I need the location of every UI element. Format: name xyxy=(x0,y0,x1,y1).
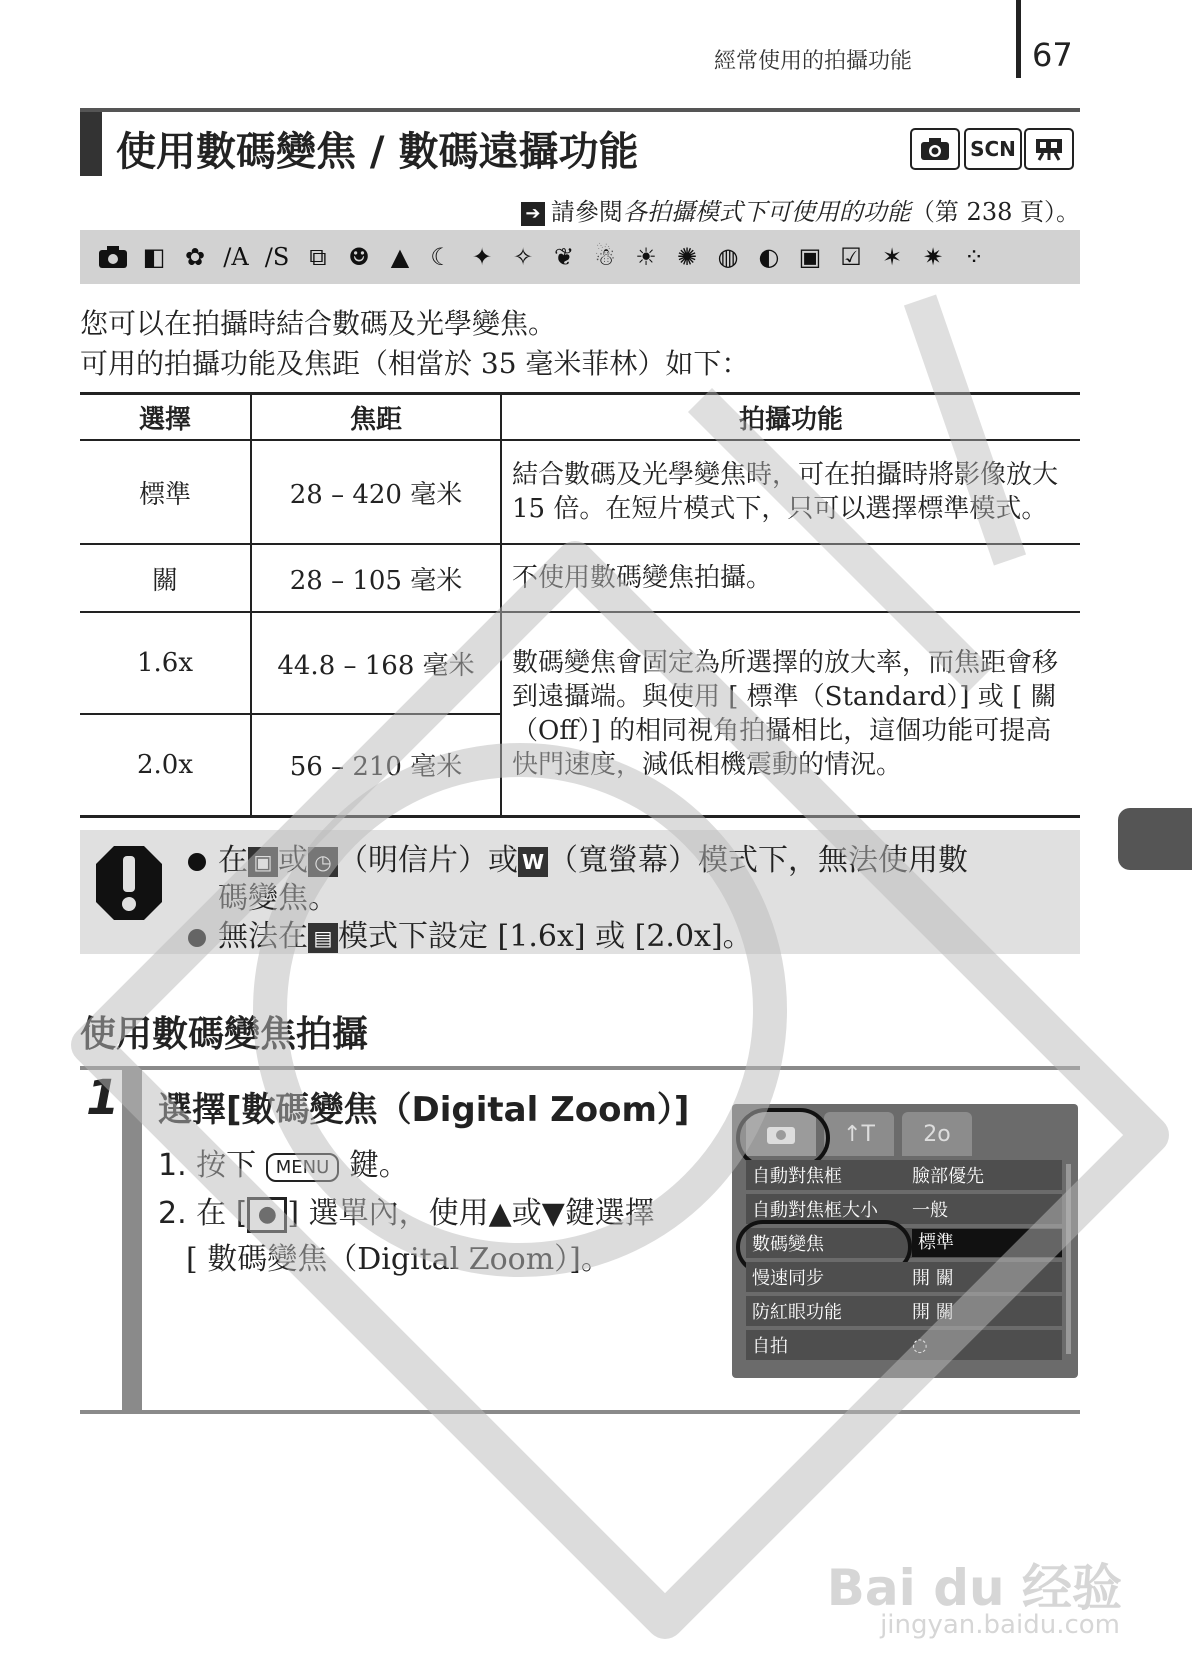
cell-option: 關 xyxy=(80,544,251,612)
kids-pets-icon: ✦ xyxy=(471,243,493,271)
caution-bullet-2 xyxy=(188,918,1048,956)
postcard-icon: ▣ xyxy=(248,847,278,877)
bullet-icon xyxy=(188,853,206,871)
section-title: 使用數碼變焦 / 數碼遠攝功能 xyxy=(116,129,639,175)
underwater-icon: ◐ xyxy=(758,243,780,271)
caution-text: 或 xyxy=(278,843,308,878)
subsection-title: 使用數碼變焦拍攝 xyxy=(80,1014,369,1055)
reference-suffix: （第 238 頁）。 xyxy=(910,198,1080,226)
cell-option: 1.6x xyxy=(80,612,251,714)
auto-mode-icon xyxy=(96,240,130,274)
color-swap-2-icon: ✷ xyxy=(922,243,944,271)
postcard-icon: ▣ xyxy=(798,243,822,271)
instruction-text: 鍵選擇 xyxy=(564,1196,655,1231)
menu-row-label: 自動對焦框大小 xyxy=(752,1200,878,1221)
menu-row-value: 一般 xyxy=(912,1200,948,1221)
menu-row-label: 自動對焦框 xyxy=(752,1166,842,1187)
menu-button-key: MENU xyxy=(266,1153,340,1182)
caution-text: （明信片）或 xyxy=(338,843,518,878)
cell-focal: 28 – 420 毫米 xyxy=(251,440,501,544)
cell-focal: 44.8 – 168 毫米 xyxy=(251,612,501,714)
menu-row-af-frame[interactable] xyxy=(746,1160,1062,1190)
instruction-text: 或 xyxy=(511,1196,542,1231)
step-bottom-rule xyxy=(80,1410,1080,1414)
cell-function: 結合數碼及光學變焦時，可在拍攝時將影像放大 15 倍。在短片模式下，只可以選擇標準模式。 xyxy=(501,440,1080,544)
widescreen-icon: W xyxy=(518,847,548,877)
instruction-text: ] 選單內，使用 xyxy=(287,1196,489,1231)
step-instruction-3: [ 數碼變焦（Digital Zoom）]。 xyxy=(186,1242,611,1277)
caution-text: 模式下設定 [1.6x] 或 [2.0x]。 xyxy=(338,919,753,954)
menu-row-value: 臉部優先 xyxy=(912,1166,984,1187)
postcard-date-icon: ◷ xyxy=(308,847,338,877)
menu-row-slow-sync[interactable] xyxy=(746,1262,1062,1292)
beach-icon: ☀ xyxy=(635,243,657,271)
menu-row-value: 開 關 xyxy=(912,1302,954,1323)
menu-row-value: 標準 xyxy=(912,1229,1062,1257)
step-bar xyxy=(122,1070,142,1412)
caution-text: 碼變焦。 xyxy=(218,881,338,916)
table-row xyxy=(80,612,1080,714)
menu-row-label: 數碼變焦 xyxy=(752,1234,824,1255)
foliage-icon: ❦ xyxy=(553,243,575,271)
cell-option: 標準 xyxy=(80,440,251,544)
landscape-icon: ▲ xyxy=(390,243,410,271)
instruction-text: 2. 在 [ xyxy=(158,1196,248,1231)
step-number: 1 xyxy=(86,1070,120,1126)
digital-zoom-table xyxy=(80,392,1080,818)
intro-line-1: 您可以在拍攝時結合數碼及光學變焦。 xyxy=(80,307,557,340)
color-swap-icon: ∕S xyxy=(264,243,290,271)
cell-focal: 28 – 105 毫米 xyxy=(251,544,501,612)
digital-macro-icon: ✿ xyxy=(184,243,206,271)
highlight-circle xyxy=(736,1108,830,1168)
menu-row-label: 慢速同步 xyxy=(752,1268,824,1289)
bullet-icon xyxy=(188,929,206,947)
menu-row-label: 防紅眼功能 xyxy=(752,1302,842,1323)
self-timer-icon: ◌ xyxy=(912,1334,928,1356)
instruction-text: 1. 按下 xyxy=(158,1148,257,1183)
tab-my-settings[interactable]: 2o xyxy=(902,1112,972,1156)
camera-menu-screen xyxy=(732,1104,1078,1378)
camera-mode-icon xyxy=(910,128,960,170)
caution-icon xyxy=(94,844,164,922)
table-row xyxy=(80,544,1080,612)
intro-line-2: 可用的拍攝功能及焦距（相當於 35 毫米菲林）如下： xyxy=(80,347,750,380)
reference-link[interactable]: 各拍攝模式下可使用的功能 xyxy=(622,198,911,226)
cell-option: 2.0x xyxy=(80,714,251,816)
shooting-mode-strip xyxy=(80,230,1080,284)
running-header: 經常使用的拍攝功能 xyxy=(713,49,912,74)
subsection-rule xyxy=(80,1066,1080,1070)
page-number: 67 xyxy=(1032,36,1073,74)
step-title: 選擇[數碼變焦（Digital Zoom）] xyxy=(158,1090,690,1130)
down-arrow-icon: ▼ xyxy=(541,1196,565,1231)
step-instruction-1 xyxy=(158,1140,409,1184)
instruction-text: 鍵。 xyxy=(348,1148,409,1183)
header-option: 選擇 xyxy=(80,394,251,441)
indoor-icon: ✧ xyxy=(512,243,534,271)
table-header-row xyxy=(80,394,1080,441)
chapter-tab xyxy=(1118,808,1192,870)
manual-mode-icon: ◧ xyxy=(142,243,166,271)
cell-function: 數碼變焦會固定為所選擇的放大率，而焦距會移到遠攝端。與使用 [ 標準（Standard）] 或 [ 關（Off）] 的相同視角拍攝相比，這個功能可提高快門速度，減低相機震動的情況。 xyxy=(501,612,1080,816)
up-arrow-icon: ▲ xyxy=(488,1196,512,1231)
menu-row-self-timer[interactable] xyxy=(746,1330,1062,1360)
widescreen-icon: ☑ xyxy=(840,243,862,271)
menu-row-red-eye[interactable] xyxy=(746,1296,1062,1326)
caution-text: 在 xyxy=(218,843,248,878)
header-function: 拍攝功能 xyxy=(501,394,1080,441)
night-scene-icon: ☾ xyxy=(430,243,452,271)
movie-mode-icon xyxy=(1024,128,1074,170)
cell-function: 不使用數碼變焦拍攝。 xyxy=(501,544,1080,612)
caution-text: 無法在 xyxy=(218,919,308,954)
reference-line xyxy=(521,192,1080,227)
caution-box xyxy=(80,830,1080,954)
portrait-icon: ☻ xyxy=(348,243,370,271)
step-instruction-2 xyxy=(158,1188,655,1233)
title-rule xyxy=(80,108,1080,112)
fireworks-icon: ✺ xyxy=(676,243,698,271)
color-accent-2-icon: ✶ xyxy=(881,243,903,271)
camera-menu-icon: ● xyxy=(247,1197,287,1233)
caution-bullet-1 xyxy=(188,842,1048,918)
aquarium-icon: ◍ xyxy=(717,243,739,271)
table-row xyxy=(80,440,1080,544)
header-divider xyxy=(1016,0,1021,78)
title-accent-bar xyxy=(80,112,102,176)
stitch-assist-icon: ⧉ xyxy=(309,243,327,271)
caution-text: （寬螢幕）模式下，無法使用數 xyxy=(548,843,968,878)
menu-row-value: 開 關 xyxy=(912,1268,954,1289)
baidu-watermark: Bai du 经验 xyxy=(826,1559,1122,1617)
snow-icon: ☃ xyxy=(594,243,616,271)
baidu-url-watermark: jingyan.baidu.com xyxy=(880,1610,1120,1640)
reference-prefix: 請參閱 xyxy=(550,198,623,226)
menu-scrollbar[interactable] xyxy=(1066,1164,1071,1354)
arrow-right-icon: ➔ xyxy=(521,202,545,226)
scn-mode-icon: SCN xyxy=(964,128,1022,170)
movie-icon: ⁘ xyxy=(963,243,985,271)
menu-row-label: 自拍 xyxy=(752,1336,788,1357)
color-accent-icon: ∕A xyxy=(223,243,249,271)
cell-focal: 56 – 210 毫米 xyxy=(251,714,501,816)
movie-icon: ▤ xyxy=(308,923,338,953)
tab-settings[interactable]: ↑T xyxy=(824,1112,894,1156)
header-focal: 焦距 xyxy=(251,394,501,441)
